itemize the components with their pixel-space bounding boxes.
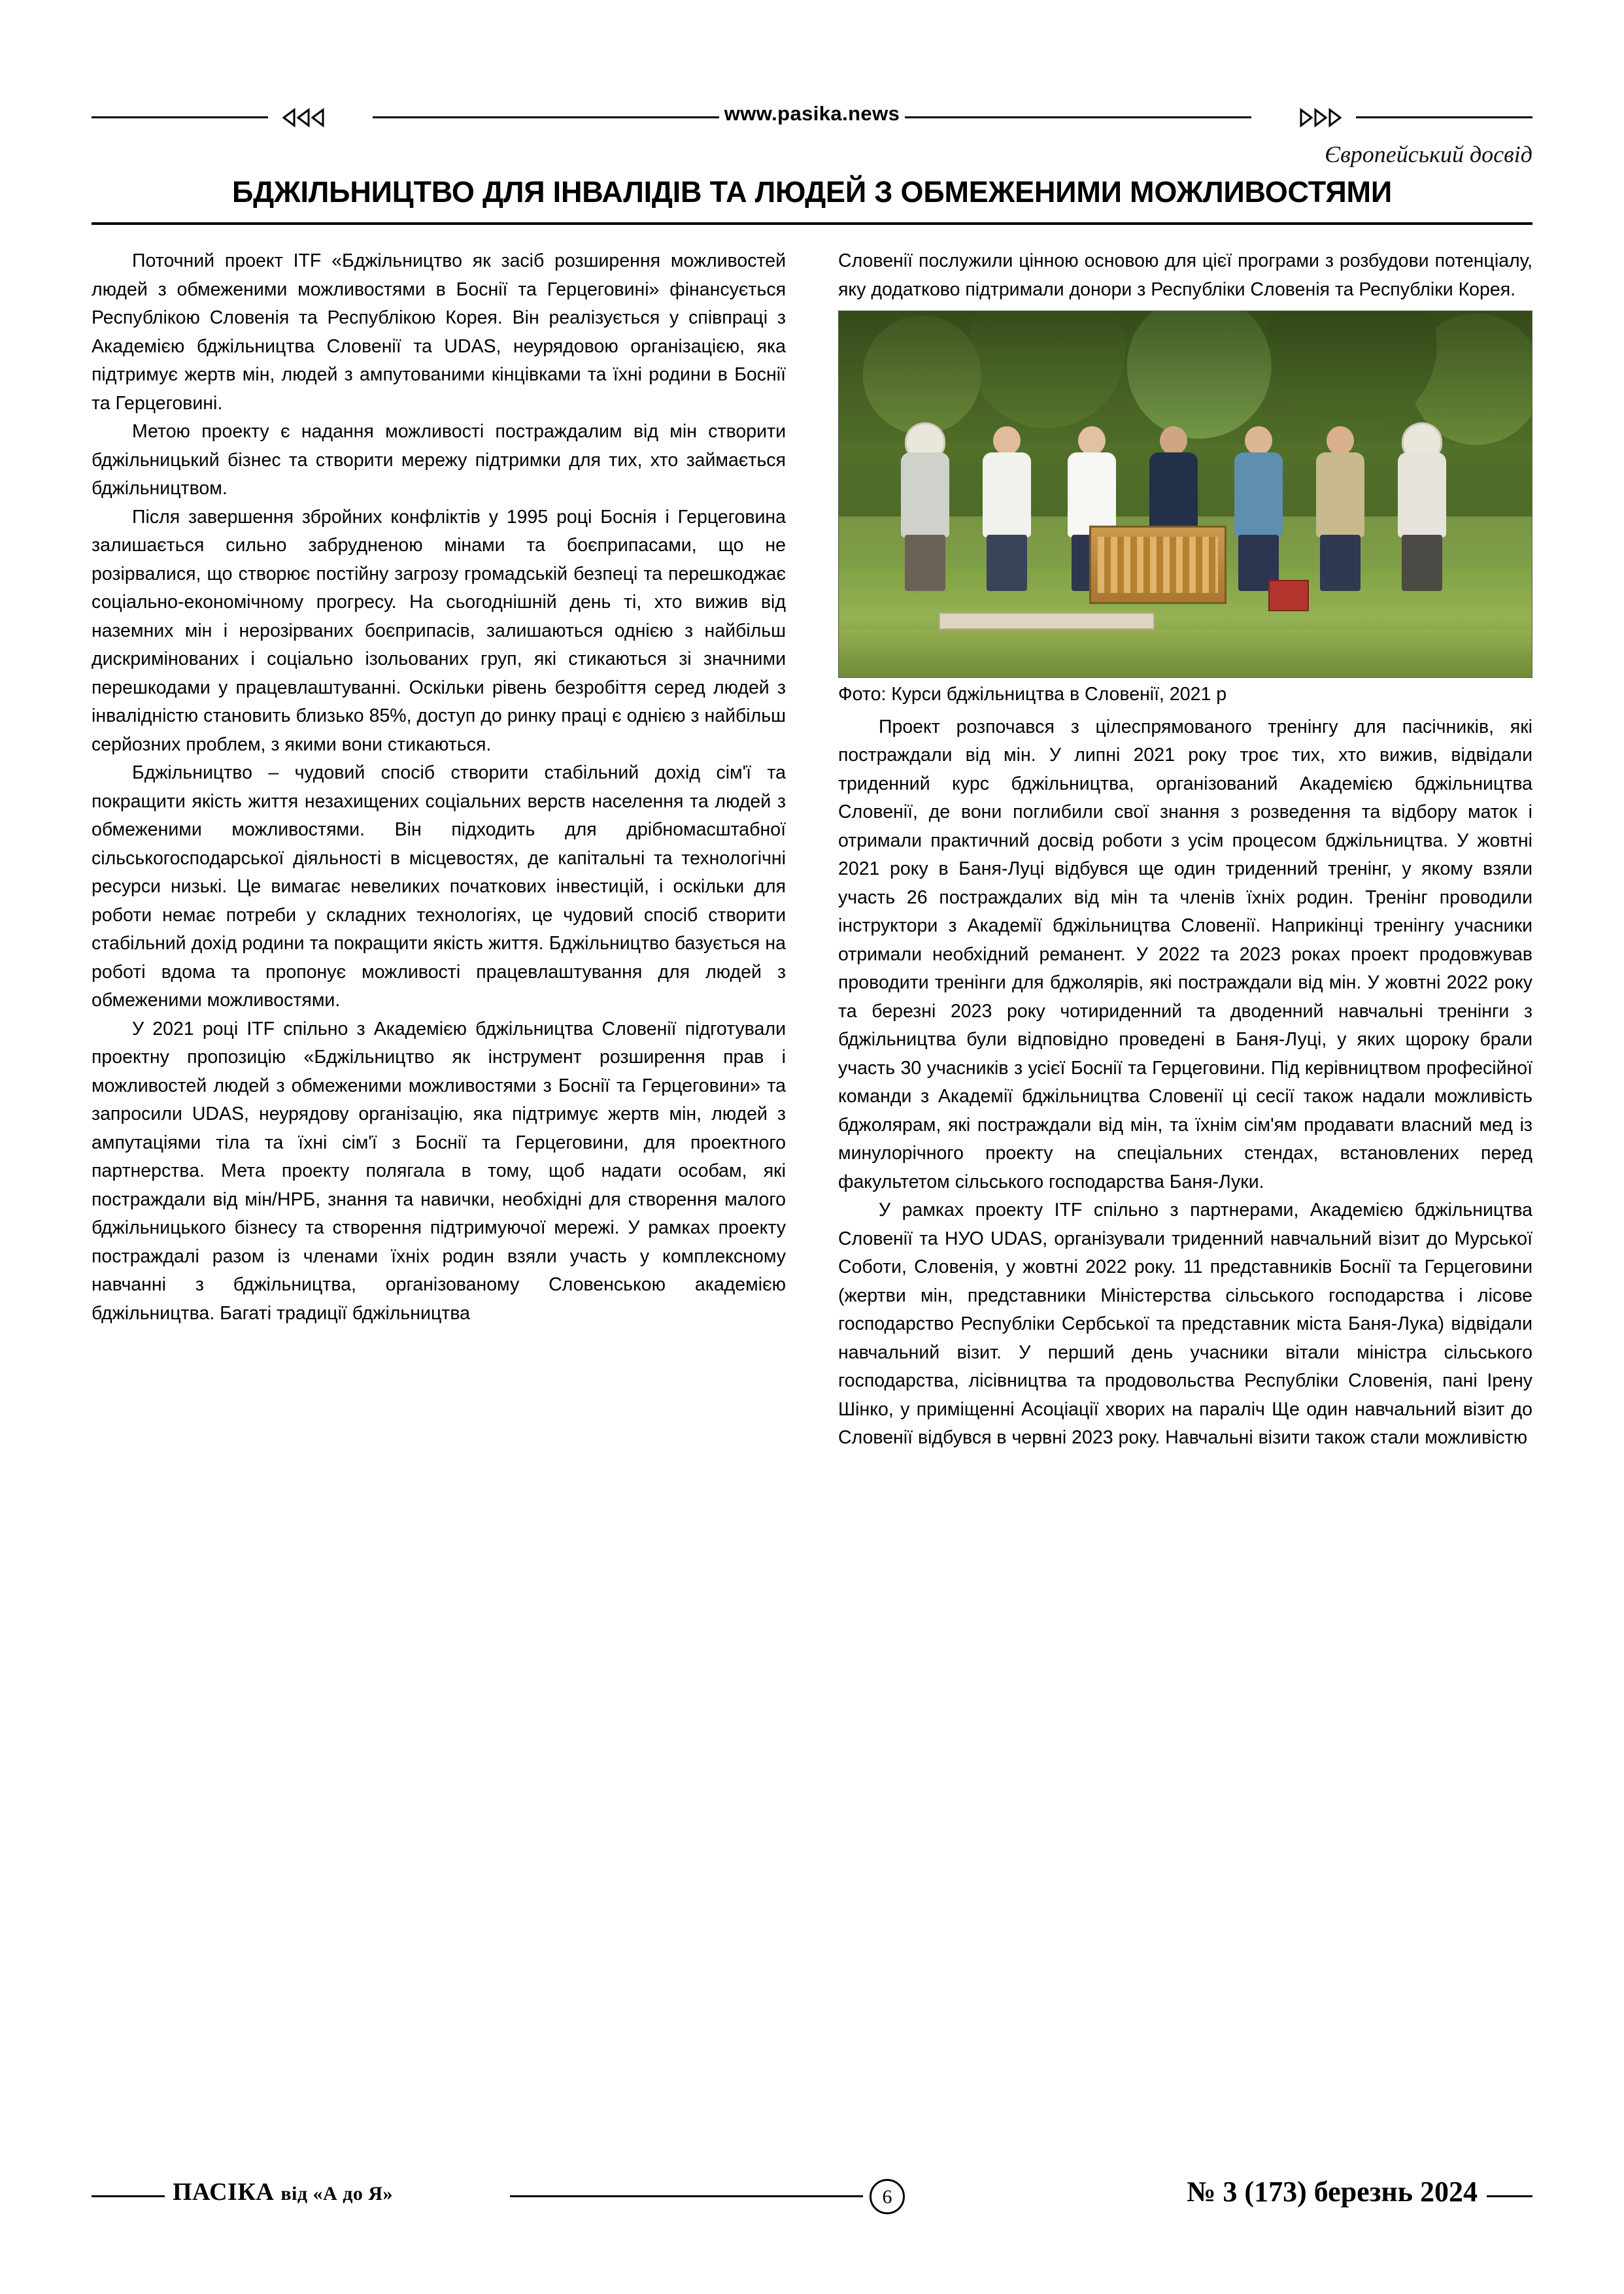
page-title: БДЖІЛЬНИЦТВО ДЛЯ ІНВАЛІДІВ ТА ЛЮДЕЙ З ОБМЕЖЕНИМИ МОЖЛИВОСТЯМИ xyxy=(232,175,1392,209)
photo-grass-foreground xyxy=(839,630,1532,677)
magazine-brand xyxy=(173,2178,393,2206)
photo-person xyxy=(1231,426,1286,590)
section-rubric: Європейський досвід xyxy=(1325,141,1532,167)
article-column-right xyxy=(838,247,1532,1453)
article-photo-block xyxy=(838,311,1532,709)
paragraph: Поточний проект ITF «Бджільництво як засіб розширення можливостей людей з обмеженими можливостями в Боснії та Герцеговині» фінансується Республікою Словенія та Республікою Корея. Він реалізується у співпраці з Академією бджільництва Словенії та UDAS, неурядовою організацією, яка підтримує жертв мін, людей з ампутованими кінцівками та їхні родини в Боснії та Герцеговині. xyxy=(92,250,786,414)
photo-person xyxy=(898,426,953,590)
photo-person xyxy=(1313,426,1368,590)
page-footer xyxy=(92,2175,1532,2217)
photo-table xyxy=(939,613,1155,630)
paragraph: Після завершення збройних конфліктів у 1995 році Боснія і Герцеговина залишається сильно забрудненою мінами та боєприпасами, що не розірвалися, що створює постійну загрозу громадській безпеці та перешкоджає соціально-економічному прогресу. На сьогоднішній день ті, хто вижив від наземних мін і нерозірваних боєприпасів, залишаються однією з найбільш дискримінованих і соціально ізольованих груп, які стикаються зі значними перешкодами у працевлаштуванні. Оскільки рівень безробіття серед людей з інвалідністю становить близько 85%, доступ до ринку праці є однією з найбільш серйозних проблем, з якими вони стикаються. xyxy=(92,506,786,755)
paragraph: Проект розпочався з цілеспрямованого тренінгу для пасічників, які постраждали від мін. У липні 2021 року троє тих, хто вижив, відвідали триденний курс бджільництва, організований Академією бджільництва Словенії, де вони поглибили свої знання з розведення та відбору маток і отримали практичний досвід роботи з усім процесом бджільництва. У жовтні 2021 року в Баня-Луці відбувся ще один триденний тренінг, у якому взяли участь 26 постраждалих від мін та членів їхніх родин. Тренінг проводили інструктори з Академії бджільництва Словенії. Наприкінці тренінгу учасники отримали необхідний реманент. У 2022 та 2023 роках проект продовжував проводити тренінги для бджолярів, які постраждали від мін. У жовтні 2022 року та березні 2023 року чотириденний та дводенний навчальні тренінги з бджільництва були відповідно проведені в Баня-Луці, у яких щороку брали участь 30 учасників з усієї Боснії та Герцеговини. Під керівництвом професійної команди з Академії бджільництва Словенії ці сесії також надали можливість бджолярам, які постраждали від мін, та їхнім сім'ям продавати власний мед із минулорічного проекту на спеціальних стендах, встановлених перед факультетом сільського господарства Баня-Луки. xyxy=(838,716,1532,1192)
issue-info: № 3 (173) березнь 2024 xyxy=(1187,2176,1478,2208)
photo-caption: Фото: Курси бджільництва в Словенії, 2021 р xyxy=(838,684,1227,705)
paragraph: Словенії послужили цінною основою для цієї програми з розбудови потенціалу, яку додатково підтримали донори з Республіки Словенія та Республіки Корея. xyxy=(838,250,1532,300)
page-header xyxy=(92,98,1532,137)
footer-rule-mid xyxy=(510,2195,863,2197)
photo-red-box xyxy=(1268,580,1309,611)
header-separator xyxy=(92,222,1532,225)
footer-rule-right xyxy=(1487,2195,1532,2197)
paragraph: Метою проекту є надання можливості постраждалим від мін створити бджільницький бізнес та створити мережу підтримки для тих, хто займається бджільництвом. xyxy=(92,421,786,499)
photo-person xyxy=(979,426,1034,590)
page-number: 6 xyxy=(870,2179,905,2214)
paragraph: У 2021 році ITF спільно з Академією бджільництва Словенії підготували проектну пропозицію «Бджільництво як інструмент розширення прав і можливостей людей з обмеженими можливостями з Боснії та Герцеговини» та запросили UDAS, неурядову організацію, яка підтримує жертв мін, людей з ампутаціями тіла та їхні сім'ї з Боснії та Герцеговини, для проектного партнерства. Мета проекту полягала в тому, щоб надати особам, які постраждали від мін/НРБ, знання та навички, необхідні для створення малого бджільницького бізнесу та створення підтримуючої мережі. У рамках проекту постраждалі разом із членами їхніх родин взяли участь у комплексному навчанні з бджільництва, організованому Словенською академією бджільництва. Багаті традиції бджільництва xyxy=(92,1018,786,1324)
brand-rest: від «А до Я» xyxy=(280,2183,394,2204)
photo-beehive xyxy=(1089,526,1226,604)
paragraph: У рамках проекту ITF спільно з партнерами, Академією бджільництва Словенії та НУО UDAS, організували триденний навчальний візит до Мурської Соботи, Словенія, у жовтні 2022 року. 11 представників Боснії та Герцеговини (жертви мін, представники Міністерства сільського господарства і лісове господарство Республіки Сербської та представник міста Баня-Лука) відвідали навчальний візит. У перший день учасники вітали міністра сільського господарства, лісівництва та продовольства Республіки Словенія, пані Ірену Шінко, у приміщенні Асоціації хворих на параліч Ще один навчальний візит до Словенії відбувся в червні 2023 року. Навчальні візити також стали можливістю xyxy=(838,1200,1532,1448)
brand-main: ПАСІКА xyxy=(173,2178,275,2206)
footer-rule-left xyxy=(92,2195,165,2197)
photo-person xyxy=(1395,426,1449,590)
paragraph: Бджільництво – чудовий спосіб створити стабільний дохід сім'ї та покращити якість життя незахищених соціальних верств населення та людей з обмеженими можливостями. Він підходить для дрібномасштабної сільськогосподарської діяльності в місцевостях, де капітальні та технологічні ресурси низькі. Це вимагає невеликих початкових інвестицій, і оскільки для роботи немає потреби у складних технологіях, це чудовий спосіб створити стабільний дохід родини та покращити якість життя. Бджільництво базується на роботі вдома та пропонує можливості працевлаштування для людей з обмеженими можливостями. xyxy=(92,762,786,1011)
beekeeping-course-photo xyxy=(838,311,1532,678)
article-column-left xyxy=(92,247,786,1328)
website-url: www.pasika.news xyxy=(724,102,900,125)
